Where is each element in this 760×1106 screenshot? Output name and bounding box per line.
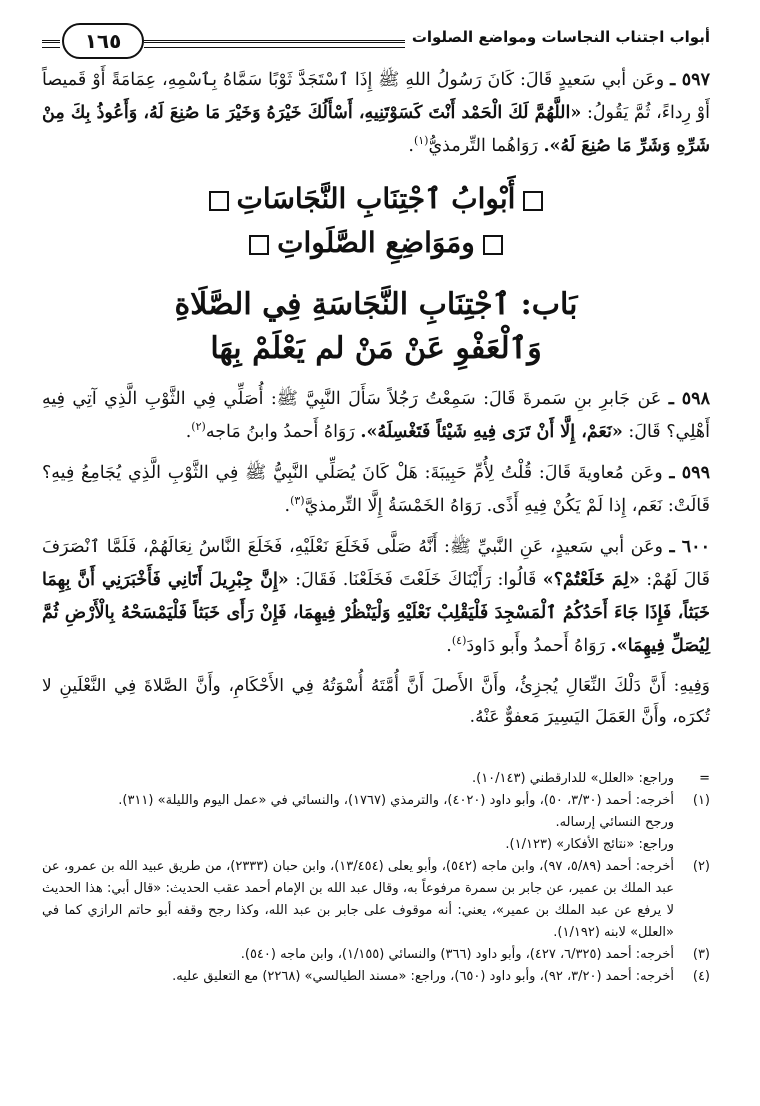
- hadith-source: رَوَاهُ أَحمدُ وابنُ مَاجه: [205, 422, 355, 442]
- hadith-text: قَالُوا: رَأَيْنَاكَ خَلَعْتَ فَخَلَعْنَا. فَقَالَ:: [295, 570, 537, 590]
- running-header: [42, 18, 710, 64]
- hadith-quote: «إِنَّ جِبْرِيلَ أَتَانِي فَأَخْبَرَنِي أَنَّ بِهِمَا خَبَثاً، فَإِذَا جَاءَ أَحَدُكُمُ ٱلْمَسْجِدَ فَلْيَقْلِبْ نَعْلَيْهِ وَلْيَنْظُرْ فِيهِمَا، فَإِنْ رَأَى خَبَثاً فَلْيَمْسَحْهُ بِالْأَرْضِ ثُمَّ لِيُصَلِّ فِيهِمَا».: [42, 570, 710, 656]
- footnote-ref: (٢): [191, 420, 206, 434]
- page: [42, 18, 710, 733]
- hadith-text: عَن جَابرِ بنِ سَمرةَ قَالَ: سَمِعْتُ رَجُلاً سَأَلَ النَّبِيَّ ﷺ: أُصَلِّي فِي الثَّوْبِ الَّذِي آتِي فِيهِ أَهْلِي؟ قَالَ:: [42, 389, 710, 442]
- hadith-source: رَوَاهُ أَحمدُ وأَبو دَاودَ: [466, 636, 606, 656]
- footnote-continued: = وراجع: «العلل» للدارقطني (١٠/١٤٣).: [471, 771, 710, 786]
- footnote-1-see: وراجع: «نتائج الأفكار» (١/١٢٣).: [505, 837, 674, 852]
- hadith-text: وعَن أبي سَعيدٍ قَالَ: كَانَ رَسُولُ اللهِ ﷺ إِذَا ٱسْتَجَدَّ ثَوْبًا سَمَّاهُ بِٱسْمِهِ، عِمَامَةً أَوْ قَميصاً أَوْ رِداءً، ثُمَّ يَقُولُ:: [42, 70, 710, 123]
- hadith-source: رَوَاهُما التِّرمذيُّ: [428, 136, 538, 156]
- running-title: أبواب اجتناب النجاسات ومواضع الصلوات: [411, 28, 710, 46]
- footnote-1: (١) أخرجه: أحمد (٣/٣٠، ٥٠)، وأبو داود (٤٠٢٠)، والترمذي (١٧٦٧)، والنسائي في «عمل اليوم والليلة» (٣١١).: [118, 793, 710, 808]
- header-rule: [144, 40, 405, 48]
- hadith-text: وعَن أبي سَعيدٍ، عَنِ النَّبيِّ ﷺ: أَنَّهُ صَلَّى فَخَلَعَ نَعْلَيْهِ، فَخَلَعَ النَّاسُ نِعَالَهُمْ، فَلَمَّا ٱنْصَرَفَ قَالَ لَهُمْ:: [42, 537, 710, 590]
- commentary-note: وَفِيهِ: أَنَّ دَلْكَ النِّعَالِ يُجزِئُ، وأَنَّ الأَصلَ أَنَّ أُمَّتَهُ أُسْوَتُهُ فِي الأَحْكَامِ، وأَنَّ الصَّلاةَ فِي النَّعْلَينِ لا تُكرَه، وأَنَّ العَمَلَ اليَسِيرَ مَعفوٌّ عَنْهُ.: [42, 676, 710, 727]
- hadith-number: ٥٩٩ ـ: [669, 463, 710, 483]
- footnote-ref: (٣): [290, 494, 305, 508]
- footnote-ref: (٤): [451, 634, 467, 648]
- footnote-3: (٣) أخرجه: أحمد (٦/٣٢٥، ٤٢٧)، وأبو داود (٣٦٦) والنسائي (١/١٥٥)، وابن ماجه (٥٤٠).: [240, 947, 710, 962]
- hadith-598: ٥٩٨ ـ عَن جَابرِ بنِ سَمرةَ قَالَ: سَمِعْتُ رَجُلاً سَأَلَ النَّبِيَّ ﷺ: أُصَلِّي فِي الثَّوْبِ الَّذِي آتِي فِيهِ أَهْلِي؟ قَالَ: «نَعَمْ، إِلَّا أَنْ تَرَى فِيهِ شَيْئاً فَتَغْسِلَهُ». رَوَاهُ أَحمدُ وابنُ مَاجه$^{(٢)}$.: [42, 389, 710, 442]
- footnote-1-note: ورجح النسائي إرساله.: [555, 815, 674, 830]
- footnote-ref: (١): [413, 134, 429, 148]
- square-ornament-icon: [249, 235, 269, 255]
- chapter-title-line2: وَٱلْعَفْوِ عَنْ مَنْ لم يَعْلَمْ بِهَا: [210, 331, 542, 366]
- hadith-quote: «اللَّهُمَّ لَكَ الْحَمْد أَنْتَ كَسَوْتَنِيهِ، أَسْأَلُكَ خَيْرَهُ وَخَيْرَ مَا صُنِعَ لَهُ، وَأَعُوذُ بِكَ مِنْ شَرِّهِ وَشَرِّ مَا صُنِعَ لَهُ».: [42, 103, 710, 156]
- section-title-line2: ومَوَاضِعِ الصَّلَواتِ: [277, 226, 475, 259]
- section-title-line1: أَبْوابُ ٱجْتِنَابِ النَّجَاسَاتِ: [236, 182, 516, 215]
- section-title: [42, 177, 710, 265]
- square-ornament-icon: [523, 191, 543, 211]
- chapter-title-line1: بَاب: ٱجْتِنَابِ النَّجَاسَةِ فِي الصَّلَاةِ: [174, 287, 578, 322]
- hadith-quote: «نَعَمْ، إِلَّا أَنْ تَرَى فِيهِ شَيْئاً فَتَغْسِلَهُ».: [360, 422, 623, 442]
- footnote-2: (٢) أخرجه: أحمد (٥/٨٩، ٩٧)، وابن ماجه (٥٤٢)، وأبو يعلى (١٣/٤٥٤)، وابن حبان (٢٣٣٣)، من طريق عبيد الله بن عمرو، عن عبد الملك بن عمير، عن جابر بن سمرة مرفوعاً به، وقال عبد الله بن الإمام أحمد عقب الحديث: «قال أبي: هذا الحديث لا يرفع عن عبد الملك بن عمير»، يعني: أنه موقوف على جابر بن عبد الله، وكذا رجح وقفه أبو حاتم الرازي كما في «العلل» لابنه (١/١٩٢).: [42, 859, 710, 940]
- hadith-600: ٦٠٠ ـ وعَن أبي سَعيدٍ، عَنِ النَّبيِّ ﷺ: أَنَّهُ صَلَّى فَخَلَعَ نَعْلَيْهِ، فَخَلَعَ النَّاسُ نِعَالَهُمْ، فَلَمَّا ٱنْصَرَفَ قَالَ لَهُمْ: «لِمَ خَلَعْتُمْ؟» قَالُوا: رَأَيْنَاكَ خَلَعْتَ فَخَلَعْنَا. فَقَالَ: «إِنَّ جِبْرِيلَ أَتَانِي فَأَخْبَرَنِي أَنَّ بِهِمَا خَبَثاً، فَإِذَا جَاءَ أَحَدُكُمُ ٱلْمَسْجِدَ فَلْيَقْلِبْ نَعْلَيْهِ وَلْيَنْظُرْ فِيهِمَا، فَإِنْ رَأَى خَبَثاً فَلْيَمْسَحْهُ بِالْأَرْضِ ثُمَّ لِيُصَلِّ فِيهِمَا». رَوَاهُ أَحمدُ وأَبو دَاودَ$^{(٤)}$.: [42, 537, 710, 656]
- footnotes: [42, 768, 710, 988]
- hadith-text: وعَن مُعاويةَ قَالَ: قُلْتُ لِأُمِّ حَبِيبَةَ: هَلْ كَانَ يُصَلِّي النَّبِيُّ ﷺ فِي الثَّوْبِ الَّذِي يُجَامِعُ فِيهِ؟ قَالَتْ: نَعَم، إِذا لَمْ يَكُنْ فِيهِ أَذًى. رَوَاهُ الخَمْسَةُ إِلَّا التِّرمذيَّ: [42, 463, 710, 516]
- hadith-597: ٥٩٧ ـ وعَن أبي سَعيدٍ قَالَ: كَانَ رَسُولُ اللهِ ﷺ إِذَا ٱسْتَجَدَّ ثَوْبًا سَمَّاهُ بِٱسْمِهِ، عِمَامَةً أَوْ قَميصاً أَوْ رِداءً، ثُمَّ يَقُولُ: «اللَّهُمَّ لَكَ الْحَمْد أَنْتَ كَسَوْتَنِيهِ، أَسْأَلُكَ خَيْرَهُ وَخَيْرَ مَا صُنِعَ لَهُ، وَأَعُوذُ بِكَ مِنْ شَرِّهِ وَشَرِّ مَا صُنِعَ لَهُ». رَوَاهُما التِّرمذيُّ$^{(١)}$.: [42, 70, 710, 156]
- hadith-number: ٥٩٨ ـ: [668, 389, 710, 409]
- header-rule-left: [42, 40, 60, 48]
- hadith-number: ٦٠٠ ـ: [669, 537, 710, 557]
- square-ornament-icon: [209, 191, 229, 211]
- hadith-quote: «لِمَ خَلَعْتُمْ؟»: [542, 570, 640, 590]
- footnote-4: (٤) أخرجه: أحمد (٣/٢٠، ٩٢)، وأبو داود (٦٥٠)، وراجع: «مسند الطيالسي» (٢٢٦٨) مع التعليق عليه.: [172, 969, 710, 984]
- hadith-599: ٥٩٩ ـ وعَن مُعاويةَ قَالَ: قُلْتُ لِأُمِّ حَبِيبَةَ: هَلْ كَانَ يُصَلِّي النَّبِيُّ ﷺ فِي الثَّوْبِ الَّذِي يُجَامِعُ فِيهِ؟ قَالَتْ: نَعَم، إِذا لَمْ يَكُنْ فِيهِ أَذًى. رَوَاهُ الخَمْسَةُ إِلَّا التِّرمذيَّ$^{(٣)}$.: [42, 463, 710, 516]
- chapter-title: [42, 283, 710, 371]
- square-ornament-icon: [483, 235, 503, 255]
- page-number: ١٦٥: [62, 23, 144, 59]
- hadith-number: ٥٩٧ ـ: [670, 70, 710, 90]
